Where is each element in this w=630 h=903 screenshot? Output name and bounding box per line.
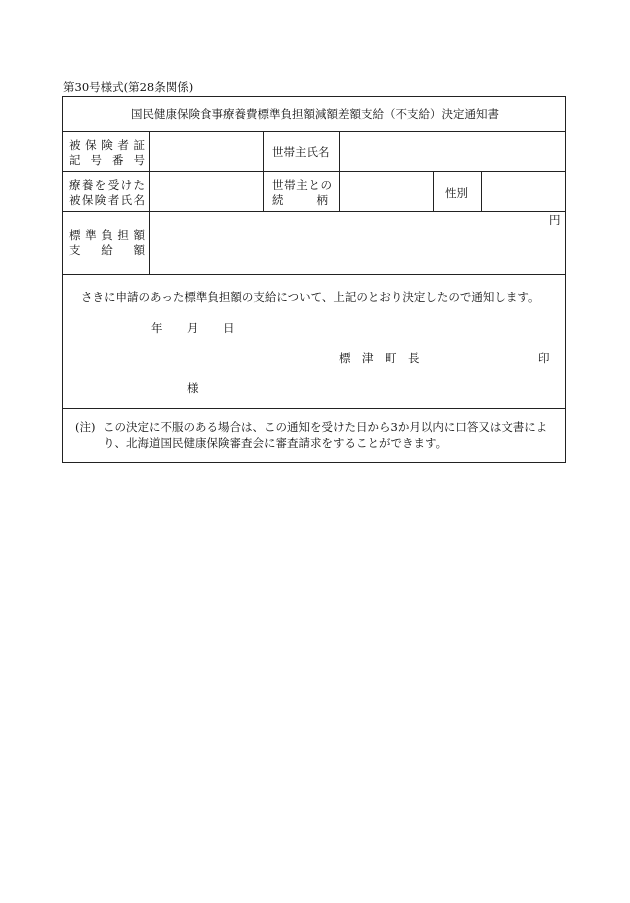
note-label: (注) xyxy=(75,420,96,434)
insured-cert-number-field[interactable] xyxy=(151,133,261,170)
date-month: 月 xyxy=(187,321,199,335)
relation-field[interactable] xyxy=(341,173,431,210)
rule-gender-left xyxy=(433,171,434,211)
yen-unit: 円 xyxy=(549,213,561,227)
rule-below-row1 xyxy=(63,171,565,172)
amount-field[interactable] xyxy=(151,213,563,273)
recipient-label: 療養を受けた 被保険者氏名 xyxy=(69,178,145,207)
rule-below-title xyxy=(63,131,565,132)
date-day: 日 xyxy=(223,321,235,335)
rule-label-column xyxy=(149,131,150,274)
gender-label: 性別 xyxy=(445,186,468,200)
householder-name-field[interactable] xyxy=(341,133,563,170)
gender-field[interactable] xyxy=(483,173,563,210)
amount-label: 標準負担額 支給額 xyxy=(69,228,145,257)
rule-gender-right xyxy=(481,171,482,211)
rule-below-amount xyxy=(63,274,565,275)
seal-mark: 印 xyxy=(538,351,550,365)
rule-above-note xyxy=(63,408,565,409)
rule-mid-label-column xyxy=(339,131,340,211)
notice-form xyxy=(62,96,566,463)
recipient-name-field[interactable] xyxy=(151,173,261,210)
relation-label: 世帯主との 続柄 xyxy=(272,178,332,207)
form-number: 第30号様式(第28条関係) xyxy=(63,80,194,94)
date-year: 年 xyxy=(151,321,163,335)
issuer-title: 標 津 町 長 xyxy=(339,351,420,365)
addressee-suffix: 様 xyxy=(187,381,199,395)
notice-sentence: さきに申請のあった標準負担額の支給について、上記のとおり決定したので通知します。 xyxy=(81,290,540,304)
note-text: この決定に不服のある場合は、この通知を受けた日から3か月以内に口答又は文書により、北海道国民健康保険審査会に審査請求をすることができます。 xyxy=(103,420,548,450)
insured-cert-label: 被保険者証 記号番号 xyxy=(69,138,145,167)
householder-name-label: 世帯主氏名 xyxy=(272,145,330,159)
rule-below-row2 xyxy=(63,211,565,212)
rule-mid-column xyxy=(263,131,264,211)
form-title: 国民健康保険食事療養費標準負担額減額差額支給（不支給）決定通知書 xyxy=(131,107,499,121)
